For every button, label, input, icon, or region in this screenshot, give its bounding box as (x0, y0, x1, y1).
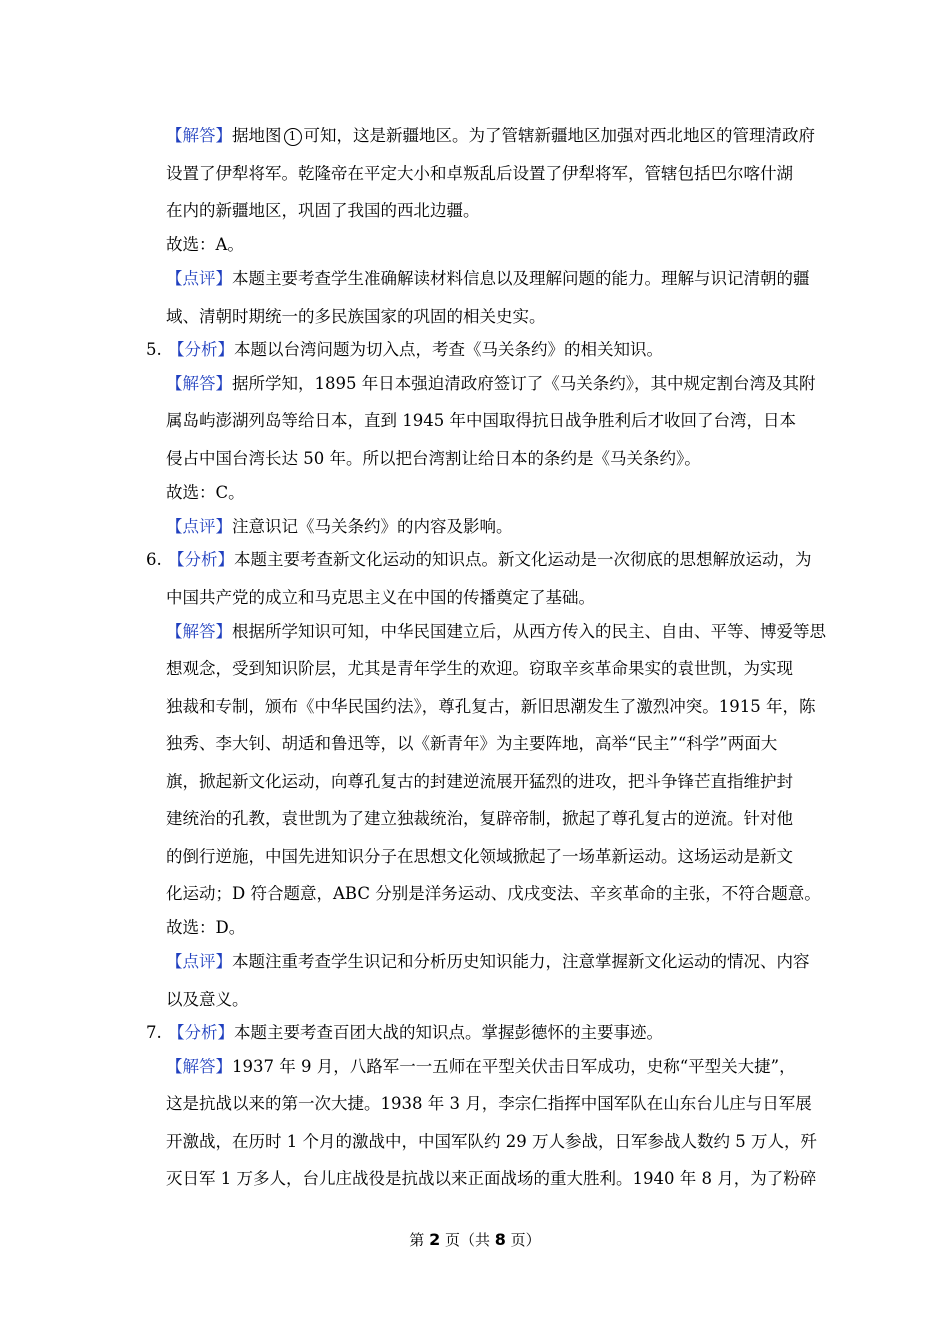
comment-tag: 【点评】 (166, 952, 232, 971)
q7-answer-line-1 (166, 1056, 796, 1078)
q4-answer-line-1 (166, 125, 815, 147)
q5-answer-line-1 (166, 373, 816, 395)
q6-answer-line-4: 独秀、李大钊、胡适和鲁迅等，以《新青年》为主要阵地，高举“民主”“科学”两面大 (166, 734, 778, 753)
q7-analysis-line (146, 1022, 663, 1044)
q6-answer-text-1: 根据所学知识可知，中华民国建立后，从西方传入的民主、自由、平等、博爱等思 (232, 622, 826, 641)
answer-tag: 【解答】 (166, 374, 232, 393)
total-page-number: 8 (494, 1230, 506, 1249)
q6-answer-line-1 (166, 621, 826, 643)
q6-comment-line-2: 以及意义。 (166, 990, 249, 1009)
q7-analysis-text: 本题主要考查百团大战的知识点。掌握彭德怀的主要事迹。 (234, 1023, 663, 1042)
answer-tag: 【解答】 (166, 622, 232, 641)
q7-answer-line-2: 这是抗战以来的第一次大捷。1938 年 3 月，李宗仁指挥中国军队在山东台儿庄与日军展 (166, 1094, 812, 1113)
q4-comment-line-2: 域、清朝时期统一的多民族国家的巩固的相关史实。 (166, 307, 546, 326)
footer-middle: 页（共 (440, 1231, 495, 1249)
question-number: 6. (146, 550, 162, 569)
q4-answer-line-3: 在内的新疆地区，巩固了我国的西北边疆。 (166, 201, 480, 220)
q6-comment-text-1: 本题注重考查学生识记和分析历史知识能力，注意掌握新文化运动的情况、内容 (232, 952, 810, 971)
q7-answer-text-1: 1937 年 9 月，八路军一一五师在平型关伏击日军成功，史称“平型关大捷”， (232, 1057, 796, 1076)
q5-analysis-text: 本题以台湾问题为切入点，考查《马关条约》的相关知识。 (234, 340, 663, 359)
q5-answer-line-2: 属岛屿澎湖列岛等给日本，直到 1945 年中国取得抗日战争胜利后才收回了台湾，日本 (166, 411, 796, 430)
analysis-tag: 【分析】 (168, 550, 234, 569)
current-page-number: 2 (429, 1230, 441, 1249)
question-number: 7. (146, 1023, 162, 1042)
page-footer (0, 1229, 950, 1250)
q4-comment-text-1: 本题主要考查学生准确解读材料信息以及理解问题的能力。理解与识记清朝的疆 (232, 269, 810, 288)
q4-comment-line-1 (166, 268, 810, 290)
q6-answer-line-5: 旗，掀起新文化运动，向尊孔复古的封建逆流展开猛烈的进攻，把斗争锋芒直指维护封 (166, 772, 793, 791)
q6-comment-line-1 (166, 951, 810, 973)
q6-analysis-line-2: 中国共产党的成立和马克思主义在中国的传播奠定了基础。 (166, 588, 595, 607)
q5-answer-line-3: 侵占中国台湾长达 50 年。所以把台湾割让给日本的条约是《马关条约》。 (166, 449, 701, 468)
q5-choice: 故选：C。 (166, 483, 245, 502)
analysis-tag: 【分析】 (168, 1023, 234, 1042)
footer-prefix: 第 (409, 1231, 430, 1249)
q6-answer-line-8: 化运动；D 符合题意，ABC 分别是洋务运动、戊戌变法、辛亥革命的主张，不符合题意。 (166, 884, 821, 903)
question-number: 5. (146, 340, 162, 359)
q4-choice: 故选：A。 (166, 235, 244, 254)
q6-analysis-line-1 (146, 549, 812, 571)
answer-tag: 【解答】 (166, 126, 232, 145)
comment-tag: 【点评】 (166, 517, 232, 536)
comment-tag: 【点评】 (166, 269, 232, 288)
analysis-tag: 【分析】 (168, 340, 234, 359)
q4-answer-line-2: 设置了伊犁将军。乾隆帝在平定大小和卓叛乱后设置了伊犁将军，管辖包括巴尔喀什湖 (166, 164, 793, 183)
q6-answer-line-6: 建统治的孔教，袁世凯为了建立独裁统治，复辟帝制，掀起了尊孔复古的逆流。针对他 (166, 809, 793, 828)
circled-number-one: 1 (284, 128, 302, 146)
q6-answer-line-2: 想观念，受到知识阶层，尤其是青年学生的欢迎。窃取辛亥革命果实的袁世凯，为实现 (166, 659, 793, 678)
q4-answer-text-1b: 可知，这是新疆地区。为了管辖新疆地区加强对西北地区的管理清政府 (303, 126, 815, 145)
answer-tag: 【解答】 (166, 1057, 232, 1076)
q7-answer-line-4: 灭日军 1 万多人，台儿庄战役是抗战以来正面战场的重大胜利。1940 年 8 月，为了粉碎 (166, 1169, 817, 1188)
q6-analysis-text-1: 本题主要考查新文化运动的知识点。新文化运动是一次彻底的思想解放运动，为 (234, 550, 812, 569)
q5-comment-text: 注意识记《马关条约》的内容及影响。 (232, 517, 513, 536)
q5-answer-text-1: 据所学知，1895 年日本强迫清政府签订了《马关条约》，其中规定割台湾及其附 (232, 374, 816, 393)
q6-answer-line-7: 的倒行逆施，中国先进知识分子在思想文化领域掀起了一场革新运动。这场运动是新文 (166, 847, 793, 866)
q6-choice: 故选：D。 (166, 918, 246, 937)
q6-answer-line-3: 独裁和专制，颁布《中华民国约法》，尊孔复古，新旧思潮发生了激烈冲突。1915 年，陈 (166, 697, 816, 716)
q5-comment-line (166, 516, 513, 538)
footer-suffix: 页） (505, 1231, 541, 1249)
q7-answer-line-3: 开激战，在历时 1 个月的激战中，中国军队约 29 万人参战，日军参战人数约 5 万人，歼 (166, 1132, 817, 1151)
q5-analysis-line (146, 339, 663, 361)
q4-answer-text-1a: 据地图 (232, 126, 282, 145)
